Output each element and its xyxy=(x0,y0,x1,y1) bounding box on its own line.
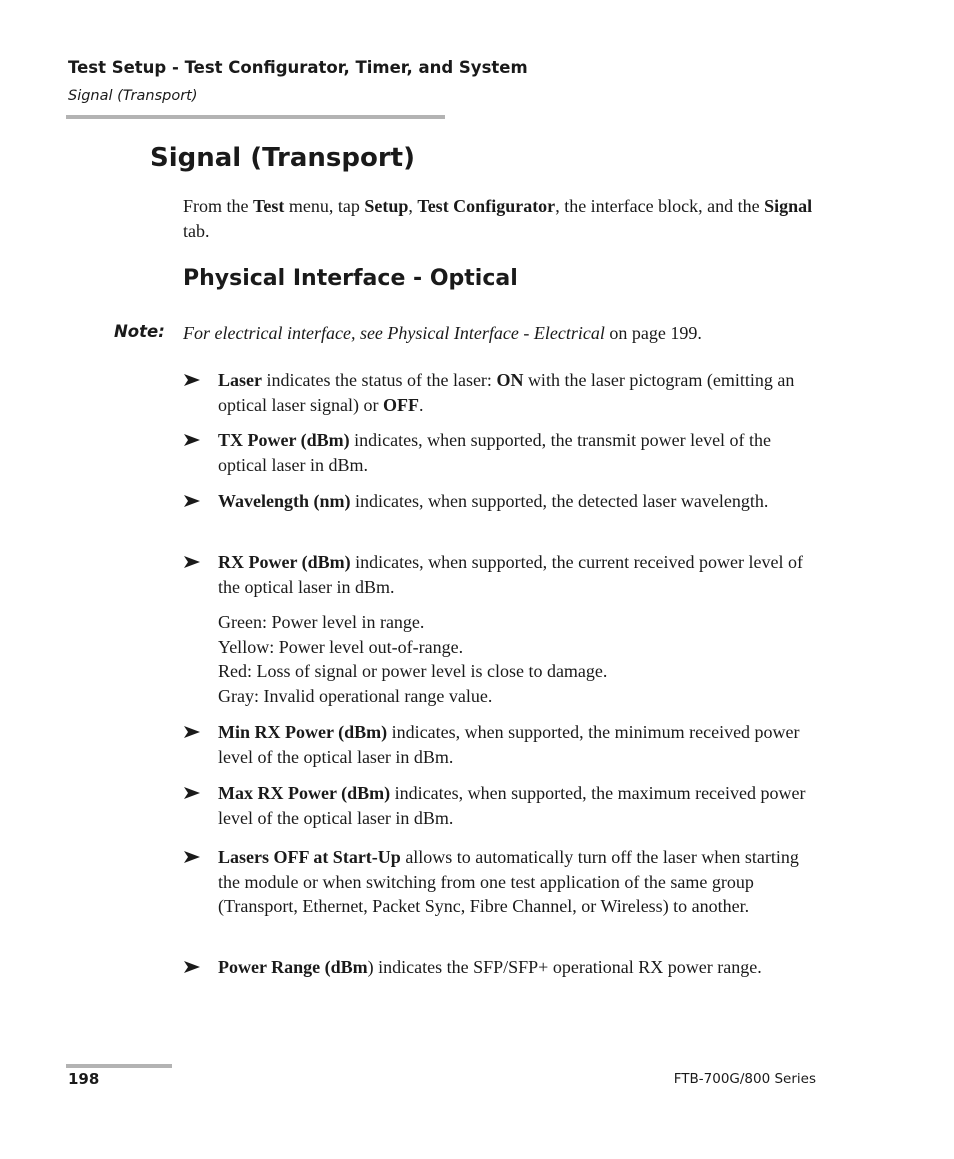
product-series: FTB-700G/800 Series xyxy=(673,1071,816,1087)
arrow-bullet-icon xyxy=(183,553,201,571)
color-red-line: Red: Loss of signal or power level is close to damage. xyxy=(218,661,608,681)
menu-test-configurator: Test Configurator xyxy=(417,196,556,216)
bullet-max-rx-power: Max RX Power (dBm) indicates, when supported, the maximum received power level of the optical laser in dBm. xyxy=(183,781,823,830)
arrow-bullet-icon xyxy=(183,784,201,802)
section-title: Physical Interface - Optical xyxy=(183,266,518,291)
rx-power-color-legend xyxy=(218,610,818,708)
arrow-bullet-icon xyxy=(183,492,201,510)
intro-paragraph: From the Test menu, tap Setup, Test Configurator, the interface block, and the Signal tab. xyxy=(183,196,813,241)
note-label: Note: xyxy=(114,322,165,341)
bullet-min-rx-power: Min RX Power (dBm) indicates, when supported, the minimum received power level of the optical laser in dBm. xyxy=(183,720,823,769)
running-header-subtitle: Signal (Transport) xyxy=(68,88,198,104)
color-yellow-line: Yellow: Power level out-of-range. xyxy=(218,636,464,657)
footer-rule xyxy=(66,1064,172,1068)
color-green-line: Green: Power level in range. xyxy=(218,612,425,632)
bullet-rx-power: RX Power (dBm) indicates, when supported, the current received power level of the optical laser in dBm. xyxy=(183,550,823,599)
tab-signal: Signal xyxy=(764,196,813,216)
arrow-bullet-icon xyxy=(183,371,201,389)
bullet-power-range: Power Range (dBm) indicates the SFP/SFP+ operational RX power range. xyxy=(183,955,823,980)
menu-setup: Setup xyxy=(364,196,409,216)
arrow-bullet-icon xyxy=(183,848,201,866)
page-title: Signal (Transport) xyxy=(150,143,415,173)
bullet-tx-power: TX Power (dBm) indicates, when supported, the transmit power level of the optical laser in dBm. xyxy=(183,428,823,477)
running-header-title: Test Setup - Test Configurator, Timer, and System xyxy=(68,58,528,77)
arrow-bullet-icon xyxy=(183,431,201,449)
bullet-lasers-off-at-start-up: Lasers OFF at Start-Up allows to automatically turn off the laser when starting the module or when switching from one test application of the same group (Transport, Ethernet, Packet Sync, Fibre Channel, or Wireless) to another. xyxy=(183,845,823,919)
color-gray-line: Gray: Invalid operational range value. xyxy=(218,685,493,706)
arrow-bullet-icon xyxy=(183,958,201,976)
note-reference: For electrical interface, see Physical Interface - Electrical xyxy=(183,323,605,343)
bullet-wavelength: Wavelength (nm) indicates, when supported, the detected laser wavelength. xyxy=(183,489,823,514)
menu-test: Test xyxy=(253,196,285,216)
page-number: 198 xyxy=(68,1070,100,1088)
note-text: For electrical interface, see Physical Interface - Electrical on page 199. xyxy=(183,323,702,343)
arrow-bullet-icon xyxy=(183,723,201,741)
bullet-laser: Laser indicates the status of the laser: ON with the laser pictogram (emitting an optical laser signal) or OFF. xyxy=(183,368,823,417)
header-rule xyxy=(66,115,445,119)
